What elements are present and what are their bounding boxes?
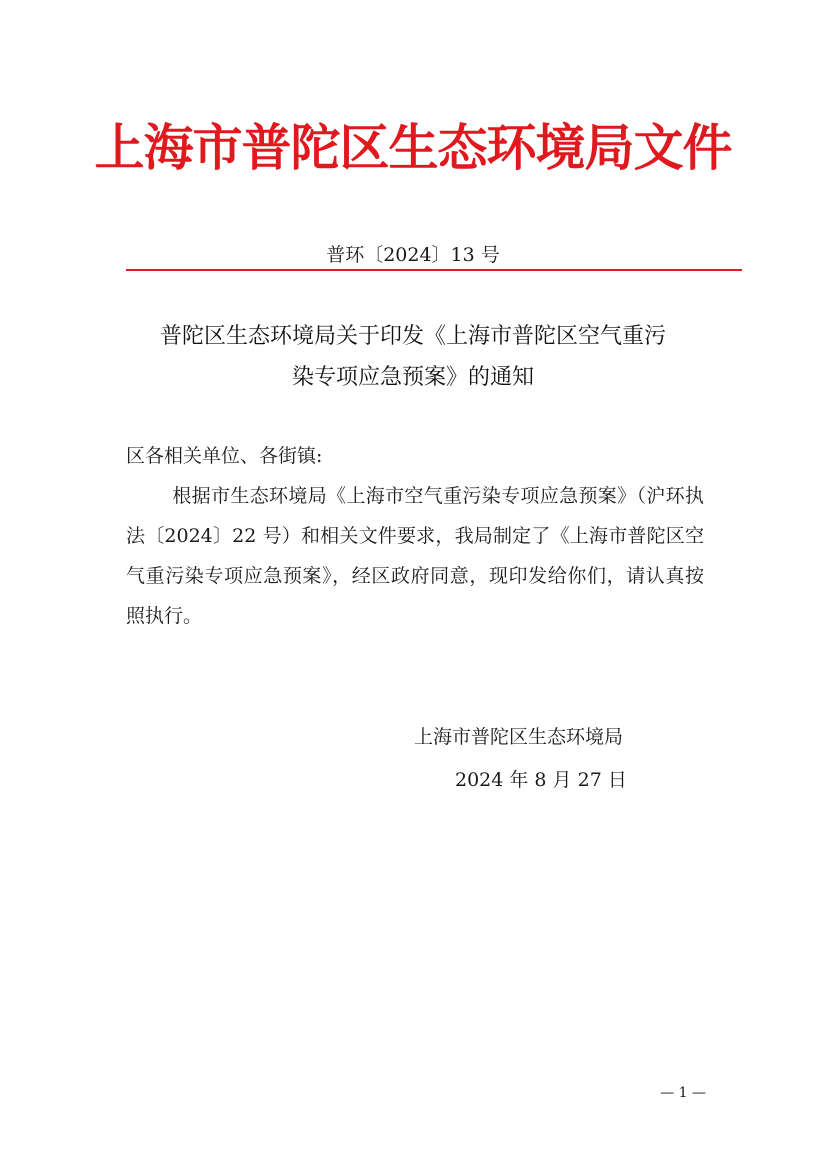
document-masthead: 上海市普陀区生态环境局文件 — [94, 118, 732, 177]
signature-date: 2024 年 8 月 27 日 — [455, 769, 627, 791]
page-number: — 1 — — [660, 1085, 706, 1101]
document-number: 普环〔2024〕13 号 — [326, 244, 500, 266]
header-divider-line — [126, 269, 742, 271]
signature-organization: 上海市普陀区生态环境局 — [414, 726, 624, 748]
body-paragraph-text: 根据市生态环境局《上海市空气重污染专项应急预案》（沪环执法〔2024〕22 号）和相关文件要求，我局制定了《上海市普陀区空气重污染专项应急预案》，经区政府同意，现印发给你们，请认真按照执行。 — [126, 485, 704, 627]
document-title-line-1: 普陀区生态环境局关于印发《上海市普陀区空气重污 — [159, 324, 666, 349]
salutation: 区各相关单位、各街镇: — [126, 445, 323, 467]
document-title-line-2: 染专项应急预案》的通知 — [291, 365, 534, 390]
body-paragraph — [126, 476, 704, 636]
